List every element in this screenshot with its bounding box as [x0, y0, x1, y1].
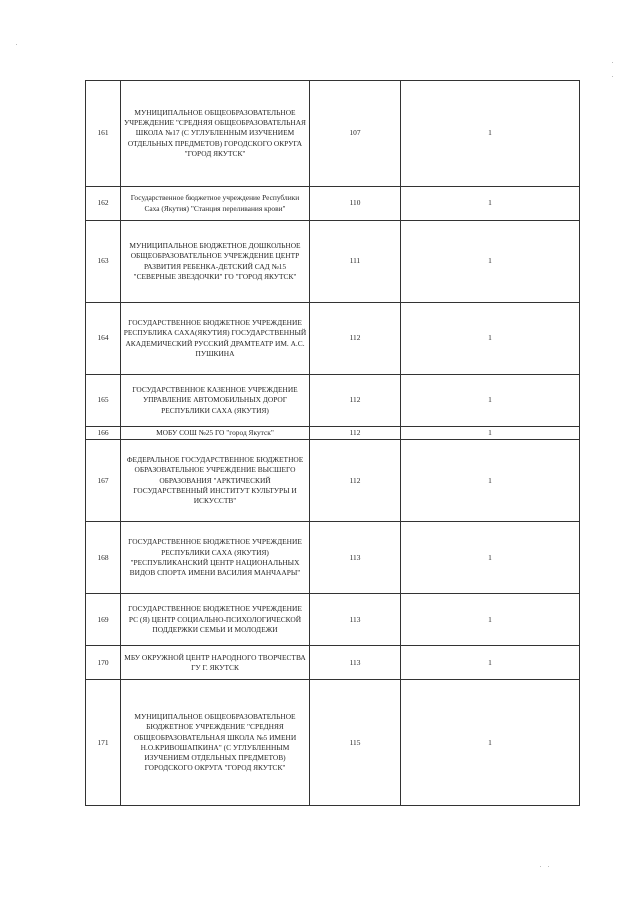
code-value: 110: [310, 187, 401, 221]
row-number: 171: [86, 680, 121, 806]
row-number: 161: [86, 81, 121, 187]
code-value: 113: [310, 594, 401, 646]
scan-speck: [540, 866, 541, 867]
scan-speck: [612, 76, 613, 77]
quantity-value: 1: [401, 81, 580, 187]
table-row: [86, 375, 580, 427]
quantity-value: 1: [401, 187, 580, 221]
data-table: [85, 80, 580, 806]
organization-name: МОБУ СОШ №25 ГО "город Якутск": [121, 427, 310, 440]
organization-name: Государственное бюджетное учреждение Республики Саха (Якутия) "Станция переливания крови": [121, 187, 310, 221]
quantity-value: 1: [401, 522, 580, 594]
row-number: 167: [86, 440, 121, 522]
table-row: [86, 522, 580, 594]
organization-name: ГОСУДАРСТВЕННОЕ КАЗЕННОЕ УЧРЕЖДЕНИЕ УПРАВЛЕНИЕ АВТОМОБИЛЬНЫХ ДОРОГ РЕСПУБЛИКИ САХА (ЯКУТИЯ): [121, 375, 310, 427]
quantity-value: 1: [401, 303, 580, 375]
code-value: 107: [310, 81, 401, 187]
row-number: 164: [86, 303, 121, 375]
code-value: 112: [310, 440, 401, 522]
scan-speck: [16, 44, 17, 45]
organization-name: ГОСУДАРСТВЕННОЕ БЮДЖЕТНОЕ УЧРЕЖДЕНИЕ РЕСПУБЛИКИ САХА (ЯКУТИЯ) "РЕСПУБЛИКАНСКИЙ ЦЕНТР НАЦИОНАЛЬНЫХ ВИДОВ СПОРТА ИМЕНИ ВАСИЛИЯ МАНЧААРЫ": [121, 522, 310, 594]
table-row: [86, 440, 580, 522]
quantity-value: 1: [401, 221, 580, 303]
code-value: 113: [310, 522, 401, 594]
organization-name: ГОСУДАРСТВЕННОЕ БЮДЖЕТНОЕ УЧРЕЖДЕНИЕ РС (Я) ЦЕНТР СОЦИАЛЬНО-ПСИХОЛОГИЧЕСКОЙ ПОДДЕРЖКИ СЕМЬИ И МОЛОДЕЖИ: [121, 594, 310, 646]
code-value: 113: [310, 646, 401, 680]
table-row: [86, 594, 580, 646]
organization-name: МУНИЦИПАЛЬНОЕ ОБЩЕОБРАЗОВАТЕЛЬНОЕ УЧРЕЖДЕНИЕ "СРЕДНЯЯ ОБЩЕОБРАЗОВАТЕЛЬНАЯ ШКОЛА №17 (С УГЛУБЛЕННЫМ ИЗУЧЕНИЕМ ОТДЕЛЬНЫХ ПРЕДМЕТОВ) ГОРОДСКОГО ОКРУГА "ГОРОД ЯКУТСК": [121, 81, 310, 187]
table-row: [86, 427, 580, 440]
scan-speck: [548, 866, 549, 867]
code-value: 112: [310, 375, 401, 427]
quantity-value: 1: [401, 594, 580, 646]
table-row: [86, 187, 580, 221]
row-number: 165: [86, 375, 121, 427]
row-number: 163: [86, 221, 121, 303]
quantity-value: 1: [401, 375, 580, 427]
scan-speck: [612, 62, 613, 63]
row-number: 170: [86, 646, 121, 680]
code-value: 111: [310, 221, 401, 303]
code-value: 115: [310, 680, 401, 806]
quantity-value: 1: [401, 680, 580, 806]
table-row: [86, 680, 580, 806]
organization-name: МБУ ОКРУЖНОЙ ЦЕНТР НАРОДНОГО ТВОРЧЕСТВА ГУ Г. ЯКУТСК: [121, 646, 310, 680]
organization-name: МУНИЦИПАЛЬНОЕ БЮДЖЕТНОЕ ДОШКОЛЬНОЕ ОБЩЕОБРАЗОВАТЕЛЬНОЕ УЧРЕЖДЕНИЕ ЦЕНТР РАЗВИТИЯ РЕБЕНКА-ДЕТСКИЙ САД №15 "СЕВЕРНЫЕ ЗВЕЗДОЧКИ" ГО "ГОРОД ЯКУТСК": [121, 221, 310, 303]
quantity-value: 1: [401, 646, 580, 680]
organization-name: МУНИЦИПАЛЬНОЕ ОБЩЕОБРАЗОВАТЕЛЬНОЕ БЮДЖЕТНОЕ УЧРЕЖДЕНИЕ "СРЕДНЯЯ ОБЩЕОБРАЗОВАТЕЛЬНАЯ ШКОЛА №5 ИМЕНИ Н.О.КРИВОШАПКИНА" (С УГЛУБЛЕННЫМ ИЗУЧЕНИЕМ ОТДЕЛЬНЫХ ПРЕДМЕТОВ) ГОРОДСКОГО ОКРУГА "ГОРОД ЯКУТСК": [121, 680, 310, 806]
row-number: 166: [86, 427, 121, 440]
organization-name: ФЕДЕРАЛЬНОЕ ГОСУДАРСТВЕННОЕ БЮДЖЕТНОЕ ОБРАЗОВАТЕЛЬНОЕ УЧРЕЖДЕНИЕ ВЫСШЕГО ОБРАЗОВАНИЯ "АРКТИЧЕСКИЙ ГОСУДАРСТВЕННЫЙ ИНСТИТУТ КУЛЬТУРЫ И ИСКУССТВ": [121, 440, 310, 522]
quantity-value: 1: [401, 440, 580, 522]
code-value: 112: [310, 427, 401, 440]
row-number: 162: [86, 187, 121, 221]
table-row: [86, 646, 580, 680]
table-row: [86, 81, 580, 187]
code-value: 112: [310, 303, 401, 375]
row-number: 169: [86, 594, 121, 646]
row-number: 168: [86, 522, 121, 594]
table-row: [86, 221, 580, 303]
quantity-value: 1: [401, 427, 580, 440]
organization-name: ГОСУДАРСТВЕННОЕ БЮДЖЕТНОЕ УЧРЕЖДЕНИЕ РЕСПУБЛИКА САХА(ЯКУТИЯ) ГОСУДАРСТВЕННЫЙ АКАДЕМИЧЕСКИЙ РУССКИЙ ДРАМТЕАТР ИМ. А.С. ПУШКИНА: [121, 303, 310, 375]
table-row: [86, 303, 580, 375]
